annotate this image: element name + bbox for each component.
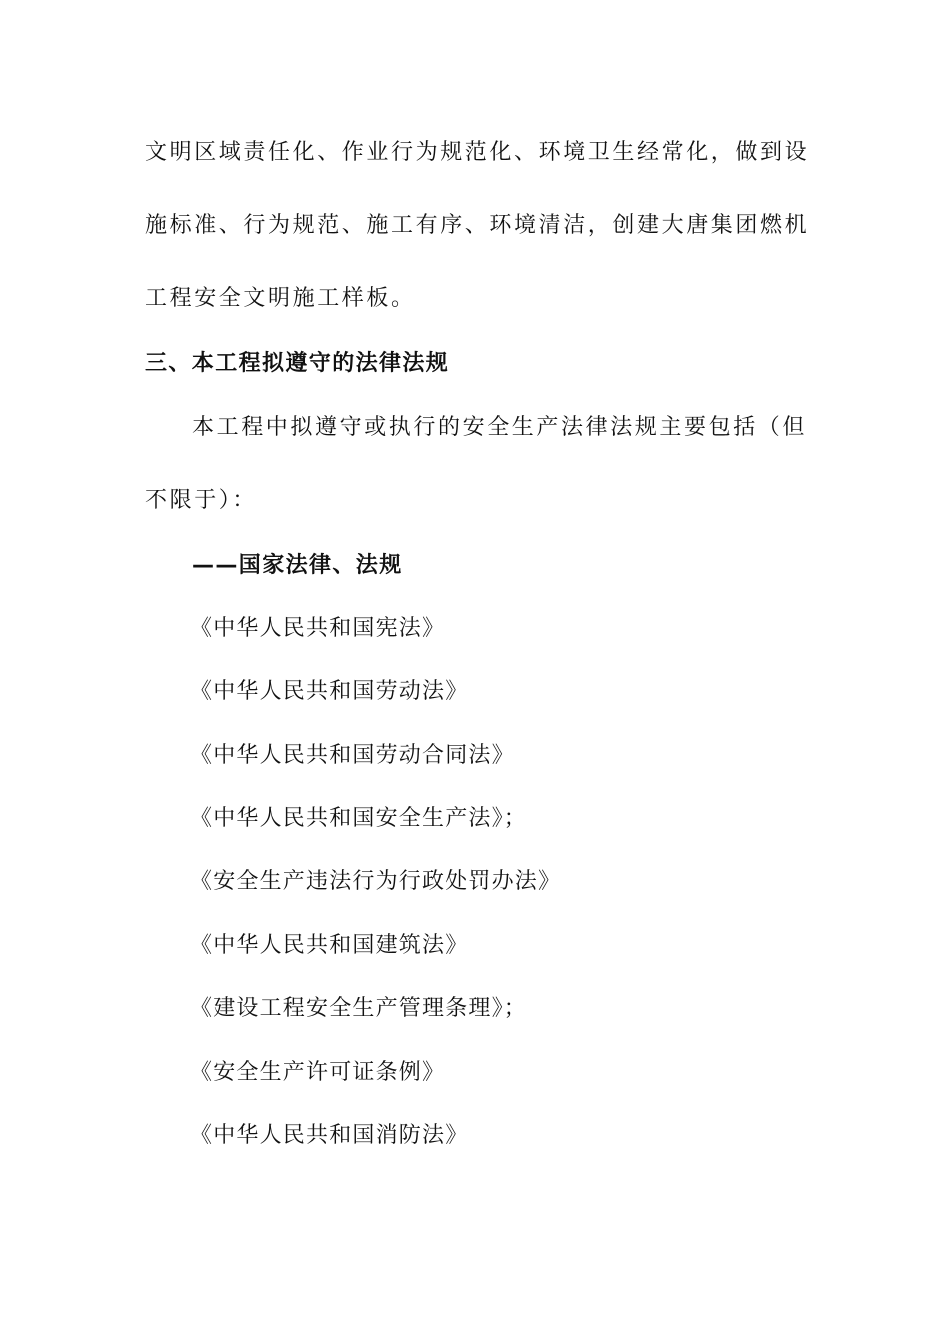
paragraph-line-1: 文明区域责任化、作业行为规范化、环境卫生经常化，做到设: [145, 140, 810, 165]
paragraph-line-3: 工程安全文明施工样板。: [145, 286, 416, 311]
law-item: 《安全生产许可证条例》: [190, 1060, 446, 1085]
subheading-national-laws: ——国家法律、法规: [192, 553, 403, 578]
intro-line-2: 不限于）：: [145, 488, 258, 513]
law-item: 《中华人民共和国安全生产法》；: [190, 806, 528, 831]
law-item: 《中华人民共和国宪法》: [190, 616, 446, 641]
law-item: 《安全生产违法行为行政处罚办法》: [190, 869, 562, 894]
law-item: 《建设工程安全生产管理条理》；: [190, 996, 528, 1021]
intro-line-1: 本工程中拟遵守或执行的安全生产法律法规主要包括（但: [192, 415, 808, 440]
law-item: 《中华人民共和国消防法》: [190, 1123, 469, 1148]
law-item: 《中华人民共和国建筑法》: [190, 933, 469, 958]
section-heading: 三、本工程拟遵守的法律法规: [145, 351, 450, 376]
law-item: 《中华人民共和国劳动合同法》: [190, 743, 515, 768]
law-item: 《中华人民共和国劳动法》: [190, 679, 469, 704]
paragraph-line-2: 施标准、行为规范、施工有序、环境清洁，创建大唐集团燃机: [145, 213, 810, 238]
